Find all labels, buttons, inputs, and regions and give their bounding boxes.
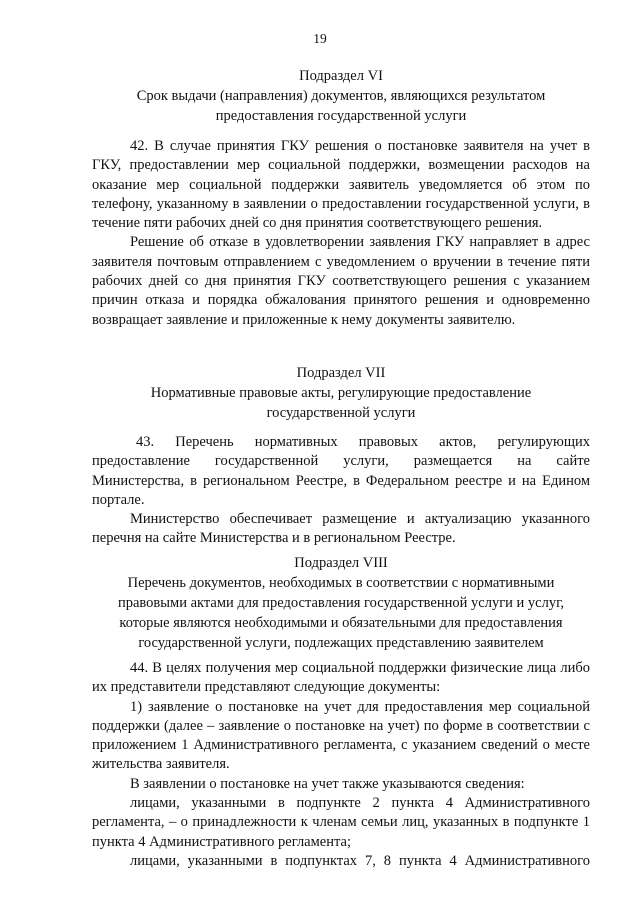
paragraph-43-line3: Министерства, в региональном Реестре, в Федеральном реестре и на Едином <box>92 472 590 489</box>
paragraph-43-ministry: Министерство обеспечивает размещение и актуализацию указанного перечня на сайте Министерства и в региональном Реестре. <box>92 511 590 547</box>
section-viii-title-line2: правовыми актами для предоставления государственной услуги и услуг, <box>117 595 565 611</box>
section-viii-title-line4: государственной услуги, подлежащих представлению заявителем <box>138 635 544 651</box>
section-viii-heading: Подраздел VIII <box>294 555 388 571</box>
section-vi-body <box>92 137 590 330</box>
section-vii-body <box>92 433 590 549</box>
section-viii-header <box>92 553 590 653</box>
paragraph-42-refusal: Решение об отказе в удовлетворении заявления ГКУ направляет в адрес заявителя почтовым отправлением с уведомлением о вручении в течение пяти рабочих дней со дня принятия ГКУ соответствующего решения с указанием причин отказа и порядка обжалования принятого решения и одновременно возвращает заявление и приложенные к нему документы заявителю. <box>92 234 590 328</box>
paragraph-44-persons-2: лицами, указанными в подпункте 2 пункта 4 Административного регламента, – о принадлежности к членам семьи лиц, указанных в подпункте 1 пункта 4 Административного регламента; <box>92 795 590 850</box>
section-vii-heading: Подраздел VII <box>296 365 386 381</box>
paragraph-43-line4: портале. <box>92 491 145 508</box>
paragraph-44-persons-7-8-line1: лицами, указанными в подпунктах 7, 8 пункта 4 Административного <box>130 852 590 869</box>
paragraph-44-also: В заявлении о постановке на учет также указываются сведения: <box>130 775 525 792</box>
page-number: 19 <box>313 31 327 46</box>
paragraph-44: 44. В целях получения мер социальной поддержки физические лица либо их представители представляют следующие документы: <box>92 660 590 696</box>
section-vi-title-line2: предоставления государственной услуги <box>215 108 467 124</box>
section-vi-heading: Подраздел VI <box>299 68 383 84</box>
paragraph-43 <box>92 433 590 510</box>
section-vii-title-line1: Нормативные правовые акты, регулирующие предоставление <box>150 385 532 401</box>
section-vi-title-line1: Срок выдачи (направления) документов, являющихся результатом <box>136 88 546 104</box>
paragraph-44-item-1: 1) заявление о постановке на учет для предоставления мер социальной поддержки (далее – заявление о постановке на учет) по форме в соответствии с приложением 1 Административного регламента, с указанием сведений о месте жительства заявителя. <box>92 698 590 773</box>
section-vii-title-line2: государственной услуги <box>266 405 416 421</box>
section-viii-body <box>92 659 590 871</box>
paragraph-43-line2: предоставление государственной услуги, размещается на сайте <box>92 453 590 470</box>
section-vi-header <box>92 66 590 126</box>
paragraph-42: 42. В случае принятия ГКУ решения о постановке заявителя на учет в ГКУ, предоставлении мер социальной поддержки, возмещении расходов на оказание мер социальной поддержки заявитель уведомляется об этом по телефону, указанному в заявлении о предоставлении государственной услуги, в течение пяти рабочих дней со дня принятия соответствующего решения. <box>92 138 590 232</box>
paragraph-43-line1: 43. Перечень нормативных правовых актов, регулирующих <box>136 434 590 450</box>
section-viii-title-line3: которые являются необходимыми и обязательными для предоставления <box>119 615 563 631</box>
section-vii-header <box>92 363 590 423</box>
section-viii-title-line1: Перечень документов, необходимых в соответствии с нормативными <box>127 575 555 591</box>
